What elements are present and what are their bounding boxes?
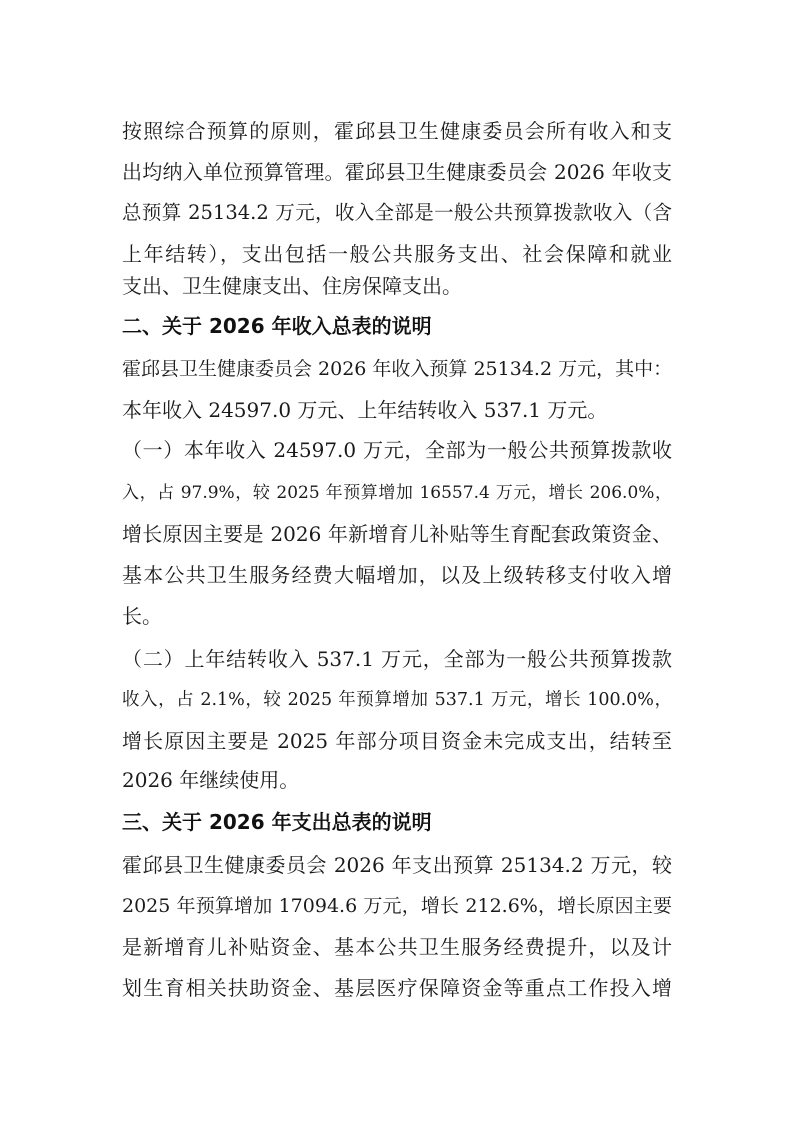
paragraph-line: 收入，占 2.1%，较 2025 年预算增加 537.1 万元，增长 100.0%，: [122, 690, 672, 710]
paragraph-line: 霍邱县卫生健康委员会 2026 年收入预算 25134.2 万元，其中：: [122, 358, 673, 380]
paragraph-line: （一）本年收入 24597.0 万元，全部为一般公共预算拨款收: [122, 438, 672, 462]
paragraph-line: （二）上年结转收入 537.1 万元，全部为一般公共预算拨款: [122, 647, 672, 671]
paragraph-line: 划生育相关扶助资金、基层医疗保障资金等重点工作投入增: [122, 976, 672, 1000]
section-heading: 二、关于 2026 年收入总表的说明: [122, 314, 432, 338]
paragraph-line: 上年结转），支出包括一般公共服务支出、社会保障和就业: [122, 242, 672, 266]
paragraph-line: 总预算 25134.2 万元，收入全部是一般公共预算拨款收入（含: [122, 201, 672, 224]
paragraph-line: 2025 年预算增加 17094.6 万元，增长 212.6%，增长原因主要: [122, 895, 672, 917]
paragraph-line: 是新增育儿补贴资金、基本公共卫生服务经费提升，以及计: [122, 935, 672, 959]
paragraph-line: 长。: [122, 604, 162, 628]
paragraph-line: 支出、卫生健康支出、住房保障支出。: [122, 274, 462, 298]
paragraph-line: 霍邱县卫生健康委员会 2026 年支出预算 25134.2 万元，较: [122, 853, 672, 877]
paragraph-line: 增长原因主要是 2025 年部分项目资金未完成支出，结转至: [122, 729, 672, 753]
section-heading: 三、关于 2026 年支出总表的说明: [122, 810, 432, 834]
paragraph-line: 增长原因主要是 2026 年新增育儿补贴等生育配套政策资金、: [122, 522, 672, 546]
paragraph-line: 基本公共卫生服务经费大幅增加，以及上级转移支付收入增: [122, 563, 672, 587]
paragraph-line: 按照综合预算的原则，霍邱县卫生健康委员会所有收入和支: [122, 119, 672, 143]
paragraph-line: 入，占 97.9%，较 2025 年预算增加 16557.4 万元，增长 206.0%，: [122, 483, 672, 503]
paragraph-line: 2026 年继续使用。: [122, 768, 300, 792]
paragraph-line: 出均纳入单位预算管理。霍邱县卫生健康委员会 2026 年收支: [122, 160, 672, 184]
paragraph-line: 本年收入 24597.0 万元、上年结转收入 537.1 万元。: [122, 398, 608, 422]
